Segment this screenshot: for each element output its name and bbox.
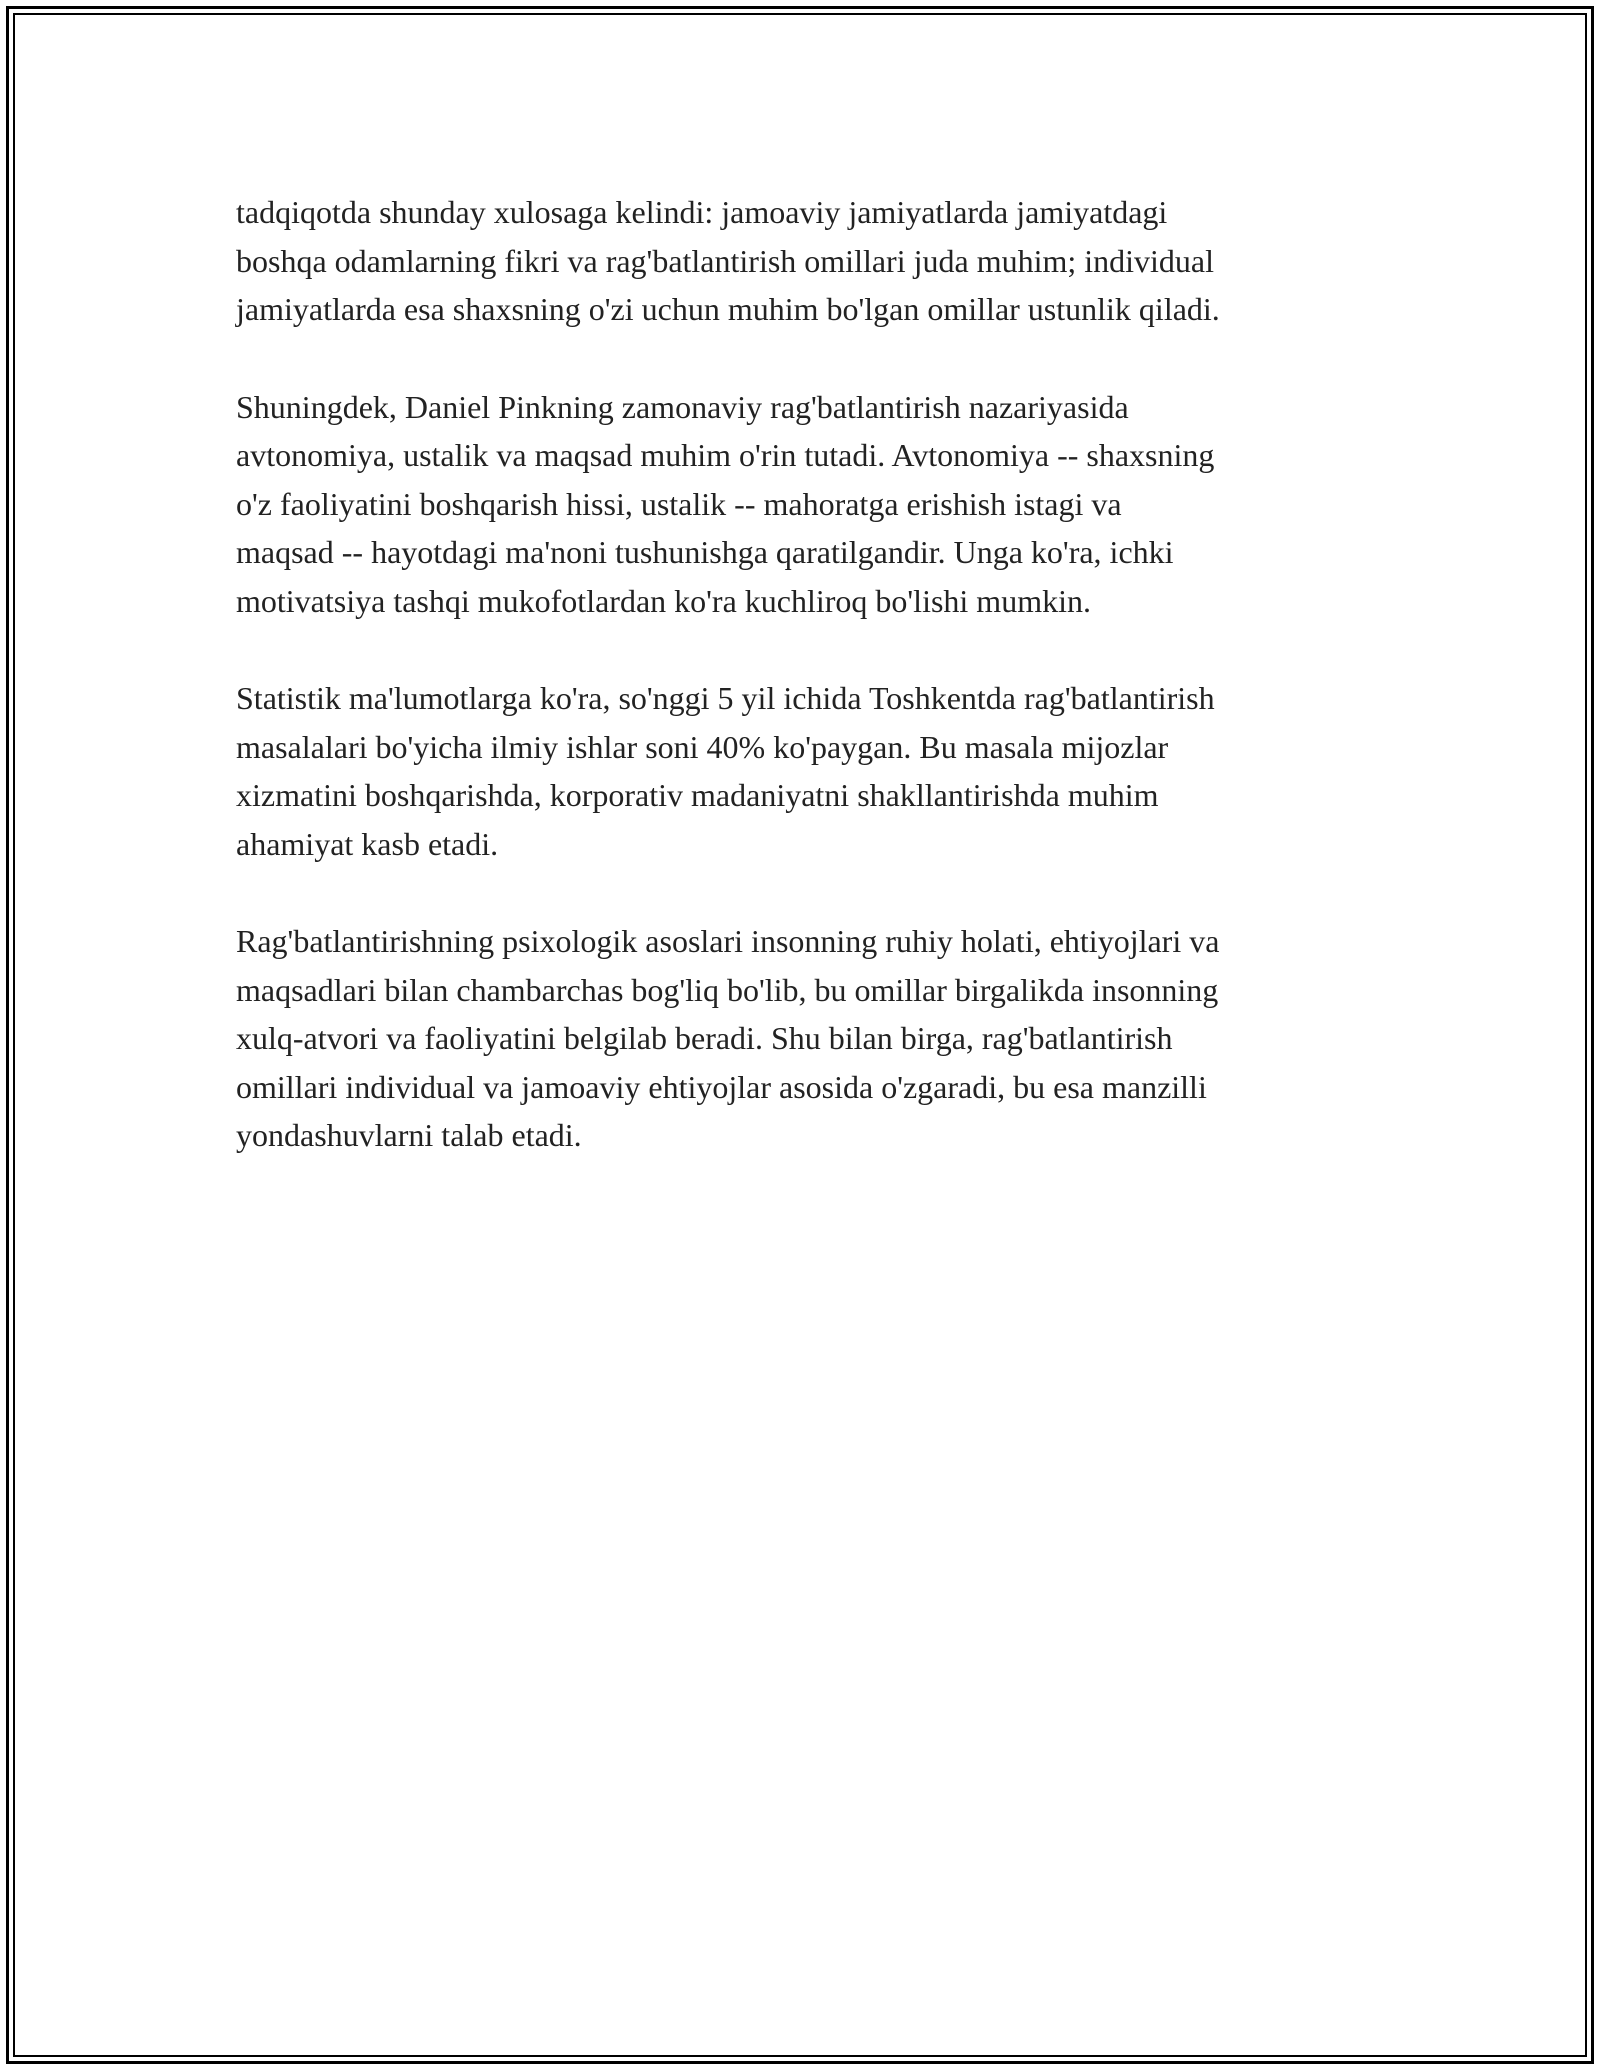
paragraph-2: Shuningdek, Daniel Pinkning zamonaviy rag'batlantirish nazariyasida avtonomiya, ustalik va maqsad muhim o'rin tutadi. Avtonomiya -- shaxsning o'z faoliyatini boshqarish hissi, ustalik -- mahoratga erishish istagi va maqsad -- hayotdagi ma'noni tushunishga qaratilgandir. Unga ko'ra, ichki motivatsiya tashqi mukofotlardan ko'ra kuchliroq bo'lishi mumkin.: [236, 388, 1215, 619]
paragraph-4: Rag'batlantirishning psixologik asoslari insonning ruhiy holati, ehtiyojlari va maqsadlari bilan chambarchas bog'liq bo'lib, bu omillar birgalikda insonning xulq-atvori va faoliyatini belgilab beradi. Shu bilan birga, rag'batlantirish omillari individual va jamoaviy ehtiyojlar asosida o'zgaradi, bu esa manzilli yondashuvlarni talab etadi.: [236, 923, 1220, 1153]
paragraph-3: Statistik ma'lumotlarga ko'ra, so'nggi 5 yil ichida Toshkentda rag'batlantirish masalalari bo'yicha ilmiy ishlar soni 40% ko'paygan. Bu masala mijozlar xizmatini boshqarishda, korporativ madaniyatni shakllantirishda muhim ahamiyat kasb etadi.: [236, 680, 1215, 862]
document-body: [236, 188, 1386, 1209]
paragraph-1: tadqiqotda shunday xulosaga kelindi: jamoaviy jamiyatlarda jamiyatdagi boshqa odamlarning fikri va rag'batlantirish omillari juda muhim; individual jamiyatlarda esa shaxsning o'zi uchun muhim bo'lgan omillar ustunlik qiladi.: [236, 194, 1220, 327]
